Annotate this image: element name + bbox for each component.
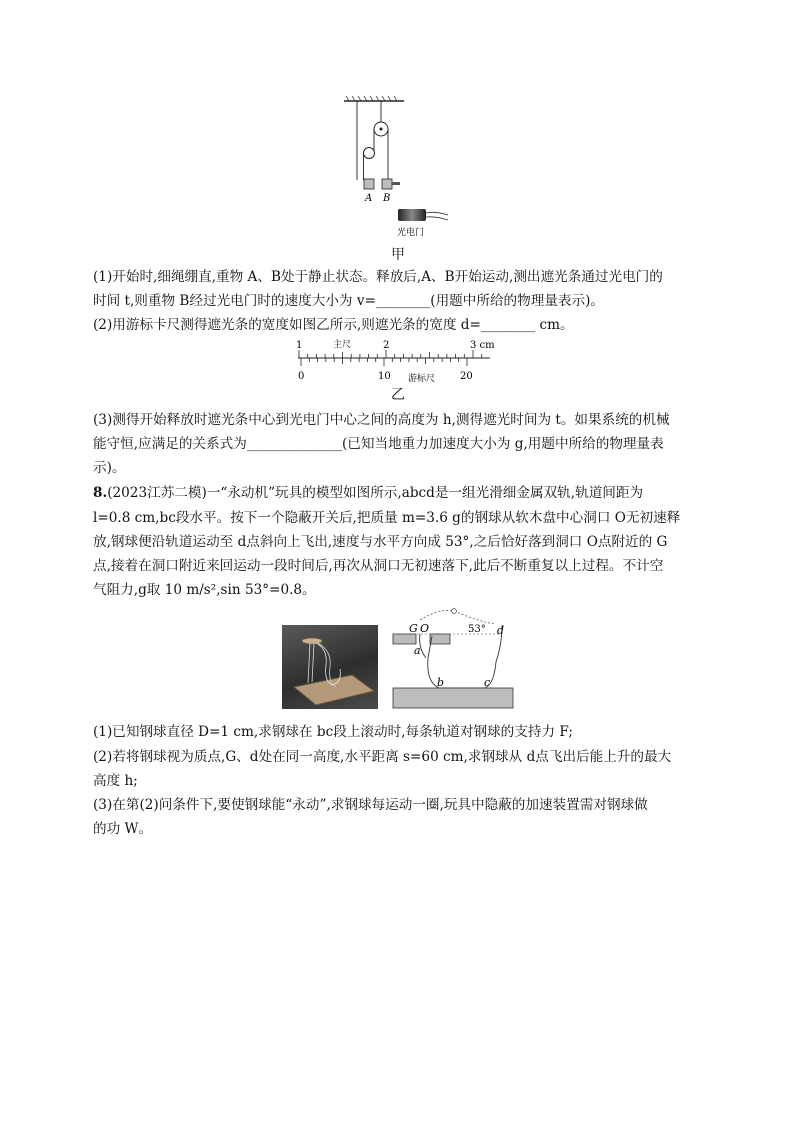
label-b-track: b [437, 676, 445, 689]
q7-part3-line1: (3)测得开始释放时遮光条中心到光电门中心之间的高度为 h,测得遮光时间为 t。如果系统的机械 [93, 412, 670, 428]
toy-photo [282, 625, 378, 709]
main-tick-1: 1 [296, 340, 303, 351]
label-g: G [409, 622, 418, 635]
vernier-scale-label: 游标尺 [408, 374, 436, 384]
q7-part1-line2: 时间 t,则重物 B经过光电门时的速度大小为 v=________(用题中所给的物理量表示)。 [93, 293, 605, 309]
pulley-figure [330, 95, 470, 255]
track-diagram [390, 608, 520, 711]
q8-line1 [93, 483, 713, 503]
q8-stem-line3: 放,钢球便沿轨道运动至 d点斜向上飞出,速度与水平方向成 53°,之后恰好落到洞口 O点附近的 G [93, 534, 668, 550]
q8-number: 8. [93, 485, 108, 501]
label-a-track: a [414, 644, 421, 657]
q8-stem-line2: l=0.8 cm,bc段水平。按下一个隐蔽开关后,把质量 m=3.6 g的钢球从软木盘中心洞口 O无初速释 [93, 510, 681, 526]
q7-part2-line1: (2)用游标卡尺测得遮光条的宽度如图乙所示,则遮光条的宽度 d=________ cm。 [93, 317, 574, 333]
main-tick-3: 3 cm [470, 340, 495, 351]
figure-caption-jia: 甲 [391, 247, 405, 263]
main-scale-label: 主尺 [333, 340, 352, 350]
vernier-tick-0: 0 [298, 371, 305, 382]
q8-stem-line1: (2023江苏二模)一“永动机”玩具的模型如图所示,abcd是一组光滑细金属双轨,轨道间距为 [107, 485, 644, 501]
vernier-caliper-figure [290, 336, 505, 386]
figure-caption-yi: 乙 [391, 387, 405, 403]
main-tick-2: 2 [383, 340, 390, 351]
q8-stem-line4: 点,接着在洞口附近来回运动一段时间后,再次从洞口无初速落下,此后不断重复以上过程。不计空 [93, 558, 664, 574]
vernier-tick-10: 10 [378, 371, 391, 382]
q8-stem-line5: 气阻力,g取 10 m/s²,sin 53°=0.8。 [93, 582, 316, 598]
label-b: B [383, 193, 391, 204]
q8-sub2-line2: 高度 h; [93, 773, 138, 789]
label-a: A [365, 193, 373, 204]
q7-part1-line1: (1)开始时,细绳绷直,重物 A、B处于静止状态。释放后,A、B开始运动,测出遮光条通过光电门的 [93, 269, 663, 285]
q7-part3-line3: 示)。 [93, 460, 126, 476]
label-d: d [497, 624, 505, 637]
photogate-icon [398, 209, 426, 221]
vernier-tick-20: 20 [460, 371, 473, 382]
label-o: O [420, 622, 430, 635]
q7-part3-line2: 能守恒,应满足的关系式为______________(已知当地重力加速度大小为 g,用题中所给的物理量表 [93, 436, 664, 452]
angle-label: 53° [468, 624, 486, 635]
photogate-label: 光电门 [397, 228, 425, 238]
label-c-track: c [484, 676, 491, 689]
q8-sub3-line1: (3)在第(2)问条件下,要使钢球能“永动”,求钢球每运动一圈,玩具中隐蔽的加速装置需对钢球做 [93, 797, 648, 813]
q8-sub2-line1: (2)若将钢球视为质点,G、d处在同一高度,水平距离 s=60 cm,求钢球从 d点飞出后能上升的最大 [93, 749, 672, 765]
q8-sub3-line2: 的功 W。 [93, 821, 153, 837]
q8-sub1: (1)已知钢球直径 D=1 cm,求钢球在 bc段上滚动时,每条轨道对钢球的支持力 F; [93, 724, 573, 740]
